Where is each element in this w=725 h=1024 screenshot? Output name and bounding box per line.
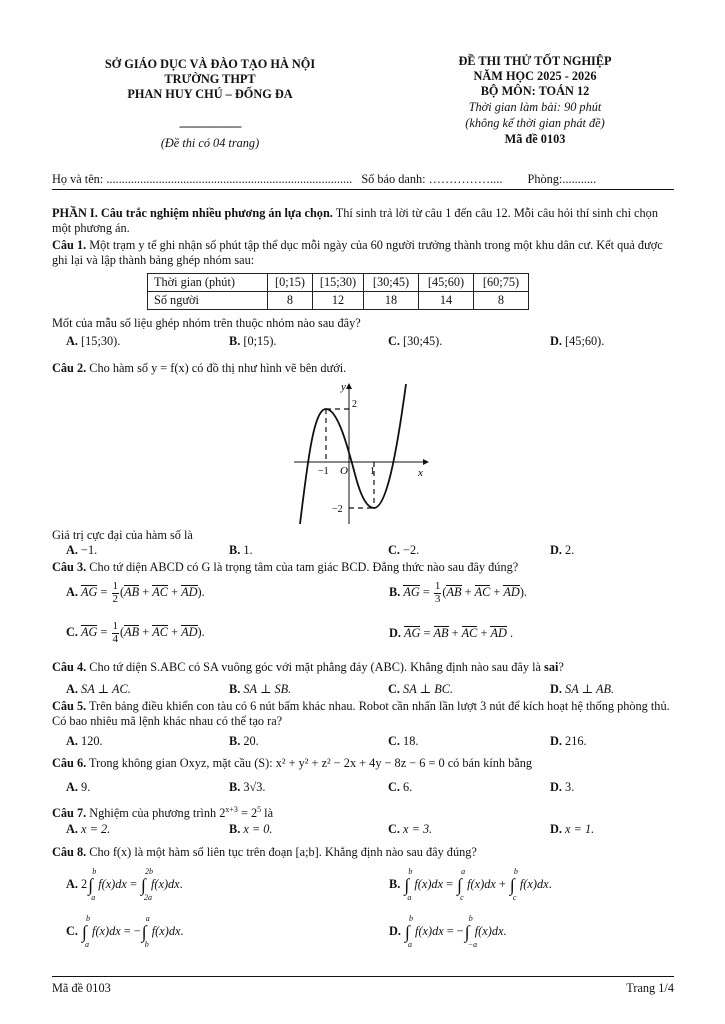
tick-label-minus-2: −2: [332, 504, 343, 515]
option-a[interactable]: A. SA ⊥ AC.: [66, 682, 131, 696]
exam-duration-note: (không kể thời gian phát đề): [465, 116, 605, 130]
footer-divider: [52, 976, 674, 977]
exam-code: Mã đề 0103: [504, 132, 566, 146]
table-cell: Số người: [148, 292, 268, 310]
option-c[interactable]: C. ∫ b a f(x)dx = − ∫ a b f(x)dx.: [66, 914, 184, 949]
table-row: [148, 274, 529, 292]
question-1-prompt: Mốt của mẫu số liệu ghép nhóm trên thuộc nhóm nào sau đây?: [52, 316, 361, 330]
option-c[interactable]: C. 18.: [388, 734, 419, 748]
question-2-options: [66, 543, 666, 559]
option-d[interactable]: D. [45;60).: [550, 334, 605, 348]
question-2: Câu 2. Cho hàm số y = f(x) có đồ thị như hình vẽ bên dưới.: [52, 361, 347, 375]
option-c[interactable]: C. AG = $\frac{1}{4}$ (AB + AC + AD).: [66, 620, 205, 645]
table-row: [148, 292, 529, 310]
option-a[interactable]: A. 120.: [66, 734, 103, 748]
option-b[interactable]: B. ∫ b a f(x)dx = ∫ a c f(x)dx + ∫ b c f(x)dx.: [389, 867, 552, 902]
question-8: Câu 8. Cho f(x) là một hàm số liên tục trên đoạn [a;b]. Khẳng định nào sau đây đúng?: [52, 845, 477, 859]
table-header-cell: Thời gian (phút): [148, 274, 268, 292]
question-7: Câu 7. Nghiệm của phương trình $2^{x+3} = 2^5$ là: [52, 805, 274, 821]
table-cell: 18: [364, 292, 419, 310]
header-school-name: PHAN HUY CHÚ – ĐỐNG ĐA: [127, 87, 293, 101]
footer-exam-code: Mã đề 0103: [52, 981, 111, 995]
option-d[interactable]: D. AG = AB + AC + AD .: [389, 626, 514, 640]
option-a[interactable]: A. AG = $\frac{1}{2}$ (AB + AC + AD).: [66, 580, 205, 605]
question-6: Câu 6. Trong không gian Oxyz, mặt cầu (S): x² + y² + z² − 2x + 4y − 8z − 6 = 0 có bán kính bằng: [52, 756, 533, 770]
table-header-cell: [60;75): [474, 274, 529, 292]
frequency-table: [147, 273, 529, 310]
option-c[interactable]: C. [30;45).: [388, 334, 443, 348]
table-header-cell: [15;30): [313, 274, 364, 292]
header-divider: [52, 189, 674, 190]
table-header-cell: [30;45): [364, 274, 419, 292]
room-field[interactable]: ...........: [562, 172, 597, 186]
question-3: Câu 3. Cho tứ diện ABCD có G là trọng tâm của tam giác BCD. Đẳng thức nào sau đây đúng?: [52, 560, 519, 574]
option-b[interactable]: B. SA ⊥ SB.: [229, 682, 292, 696]
name-label: Họ và tên:: [52, 172, 104, 186]
option-d[interactable]: D. 3.: [550, 780, 575, 794]
exam-duration: Thời gian làm bài: 90 phút: [468, 100, 602, 114]
tick-label-2: 2: [352, 399, 357, 410]
question-1: Câu 1. Một trạm y tế ghi nhận số phút tập thể dục mỗi ngày của 60 người trưởng thành trong một khu dân cư. Kết quả được ghi lại và lập thành bảng ghép nhóm sau:: [52, 238, 663, 268]
option-d[interactable]: D. SA ⊥ AB.: [550, 682, 615, 696]
footer-page-number: Trang 1/4: [626, 981, 674, 995]
option-d[interactable]: D. x = 1.: [550, 822, 595, 836]
header-page-count: (Đề thi có 04 trang): [160, 136, 260, 150]
question-6-options: [66, 780, 666, 796]
student-info-line: [52, 172, 596, 187]
option-b[interactable]: B. AG = $\frac{1}{3}$ (AB + AC + AD).: [389, 580, 527, 605]
option-b[interactable]: B. 1.: [229, 543, 253, 557]
table-cell: 12: [313, 292, 364, 310]
option-a[interactable]: A. 2 ∫ b a f(x)dx = ∫ 2b 2a f(x)dx.: [66, 867, 183, 902]
option-a[interactable]: A. [15;30).: [66, 334, 121, 348]
table-cell: 8: [268, 292, 313, 310]
header-dashes: --------------------: [179, 119, 241, 133]
option-c[interactable]: C. 6.: [388, 780, 413, 794]
y-label: y: [341, 381, 346, 393]
school-year: NĂM HỌC 2025 - 2026: [473, 69, 597, 83]
table-header-cell: [45;60): [419, 274, 474, 292]
question-5-options: [66, 734, 666, 750]
tick-label-minus-1: −1: [318, 466, 329, 477]
option-d[interactable]: D. ∫ b a f(x)dx = − ∫ b −a f(x)dx.: [389, 914, 507, 949]
option-d[interactable]: D. 216.: [550, 734, 587, 748]
header-department: SỞ GIÁO DỤC VÀ ĐÀO TẠO HÀ NỘI: [104, 57, 316, 71]
origin-label: O: [340, 465, 348, 477]
option-b[interactable]: B. 20.: [229, 734, 259, 748]
question-2-prompt: Giá trị cực đại của hàm số là: [52, 528, 193, 542]
function-graph: [286, 378, 436, 528]
option-b[interactable]: B. x = 0.: [229, 822, 273, 836]
room-label: Phòng:: [527, 172, 563, 186]
option-b[interactable]: B. 3√3.: [229, 780, 266, 794]
option-c[interactable]: C. −2.: [388, 543, 420, 557]
subject: BỘ MÔN: TOÁN 12: [480, 84, 590, 98]
sbd-field[interactable]: ……………....: [428, 172, 503, 186]
sbd-label: Số báo danh:: [361, 172, 426, 186]
option-b[interactable]: B. [0;15).: [229, 334, 277, 348]
name-field[interactable]: ................................................................................: [106, 172, 353, 186]
part1-heading: PHẦN I. Câu trắc nghiệm nhiều phương án lựa chọn. Thí sinh trả lời từ câu 1 đến câu 12. Mỗi câu hỏi thí sinh chỉ chọn một phương án.: [52, 206, 658, 236]
exam-title: ĐỀ THI THỬ TỐT NGHIỆP: [458, 54, 612, 68]
option-a[interactable]: A. x = 2.: [66, 822, 111, 836]
question-4: Câu 4. Cho tứ diện S.ABC có SA vuông góc với mặt phẳng đáy (ABC). Khẳng định nào sau đây là sai?: [52, 660, 564, 674]
option-a[interactable]: A. −1.: [66, 543, 98, 557]
tick-label-1: 1: [370, 466, 375, 477]
option-a[interactable]: A. 9.: [66, 780, 91, 794]
option-c[interactable]: C. SA ⊥ BC.: [388, 682, 453, 696]
header-school-type: TRƯỜNG THPT: [164, 72, 256, 86]
option-d[interactable]: D. 2.: [550, 543, 575, 557]
table-cell: 8: [474, 292, 529, 310]
question-4-options: [66, 682, 666, 698]
table-cell: 14: [419, 292, 474, 310]
x-label: x: [418, 467, 423, 479]
option-c[interactable]: C. x = 3.: [388, 822, 433, 836]
question-1-options: [66, 334, 666, 350]
question-7-options: [66, 822, 666, 838]
table-header-cell: [0;15): [268, 274, 313, 292]
question-5: Câu 5. Trên bảng điều khiển con tàu có 6 nút bấm khác nhau. Robot cần nhấn lần lượt 3 nút để kích hoạt hệ thống phòng thủ. Có bao nhiêu mã lệnh khác nhau có thể tạo ra?: [52, 699, 670, 729]
